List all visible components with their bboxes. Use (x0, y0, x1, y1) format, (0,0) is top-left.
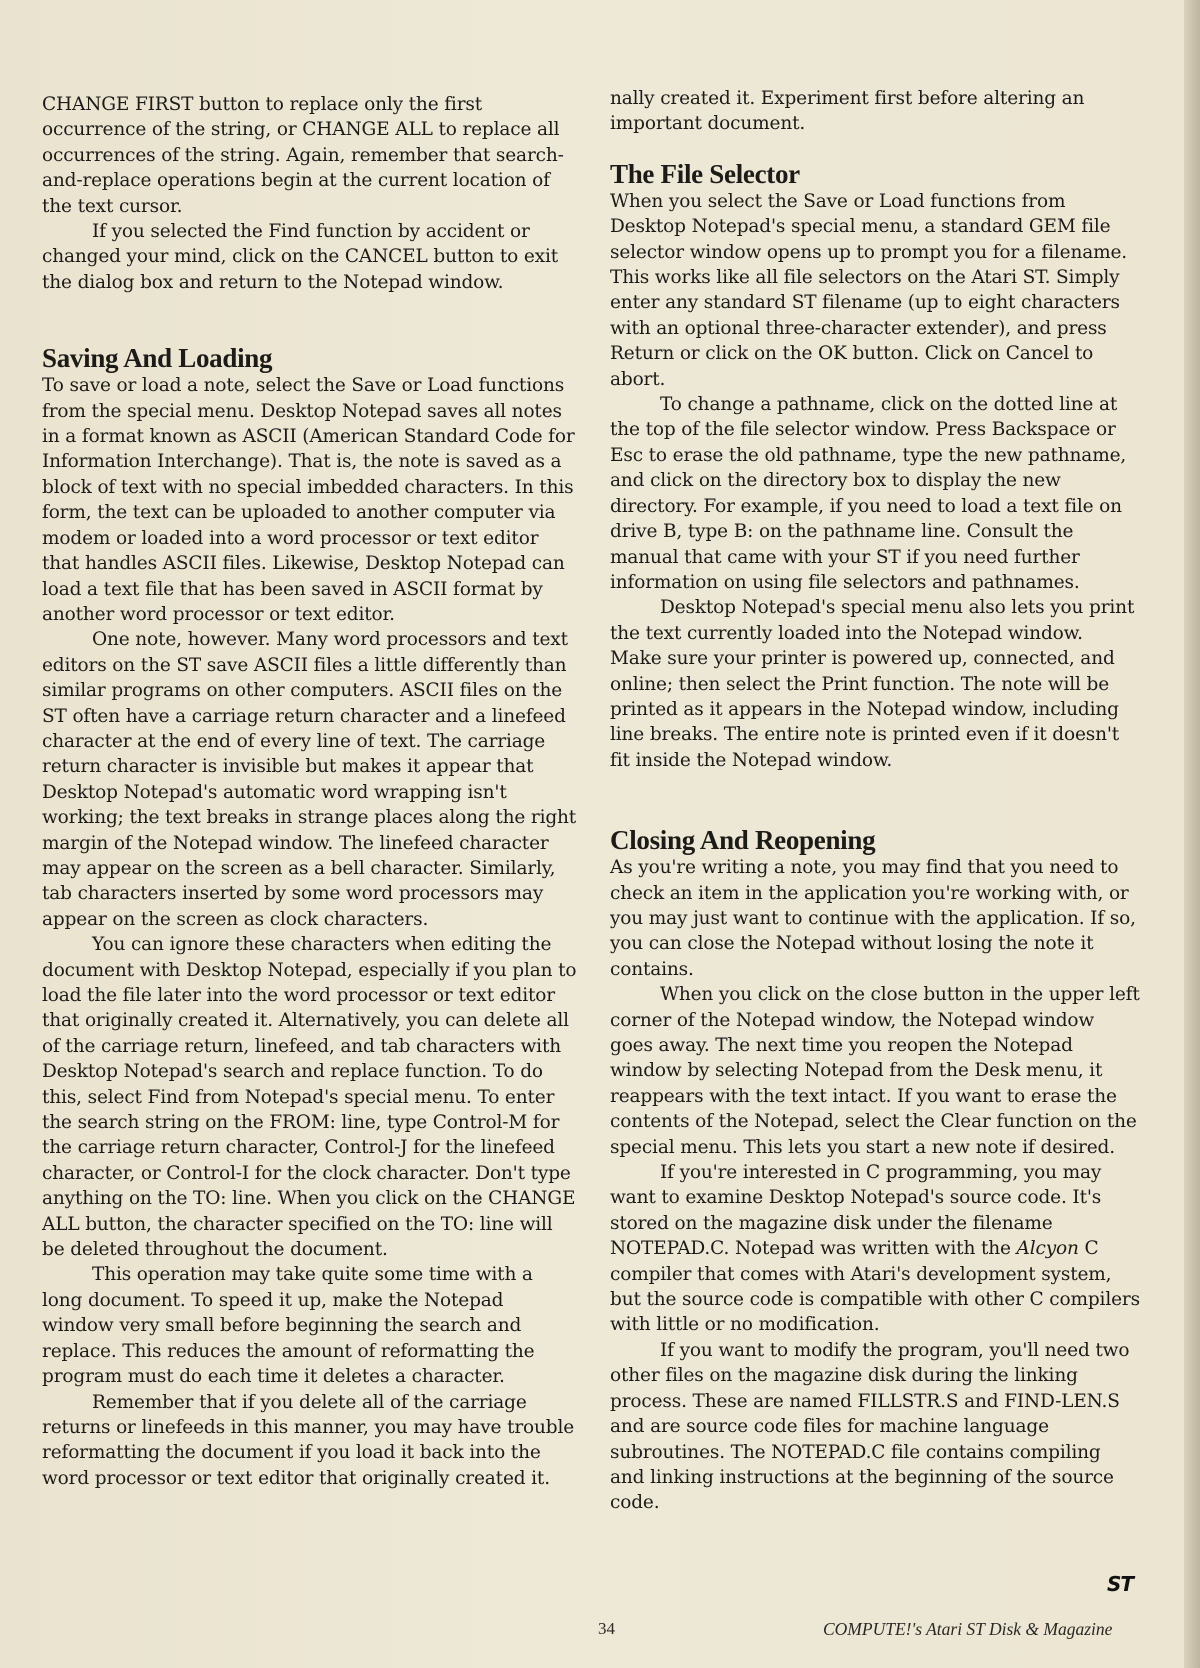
paragraph: One note, however. Many word processors and text editors on the ST save ASCII files a little differently than similar programs on other computers. ASCII files on the ST often have a carriage return character and a linefeed character at the end of every line of text. The carriage return character is invisible but makes it appear that Desktop Notepad's automatic word wrapping isn't working; the text breaks in strange places along the right margin of the Notepad window. The linefeed character may appear on the screen as a bell character. Similarly, tab characters inserted by some word processors may appear on the screen as clock characters. (42, 629, 577, 930)
page-number: 34 (598, 1619, 615, 1638)
paragraph: When you click on the close button in the upper left corner of the Notepad window, the Notepad window goes away. The next time you reopen the Notepad window by selecting Notepad from the Desk menu, it reappears with the text intact. If you want to erase the contents of the Notepad, select the Clear function on the special menu. This lets you start a new note if desired. (610, 984, 1140, 1158)
italic-product-name: Alcyon (1016, 1238, 1079, 1260)
paragraph: Desktop Notepad's special menu also lets you print the text currently loaded into the Notepad window. Make sure your printer is powered up, connected, and online; then select the Print function. The note will be printed as it appears in the Notepad window, including line breaks. The entire note is printed even if it doesn't fit inside the Notepad window. (610, 597, 1135, 771)
section-heading-saving-and-loading: Saving And Loading (42, 343, 273, 374)
paragraph: To save or load a note, select the Save or Load functions from the special menu. Desktop Notepad saves all notes in a format known as ASCII (American Standard Code for Information Interchange). That is, the note is saved as a block of text with no special imbedded characters. In this form, the text can be uploaded to another computer via modem or loaded into a word processor or text editor that handles ASCII files. Likewise, Desktop Notepad can load a text file that has been saved in ASCII format by another word processor or text editor. (42, 375, 575, 625)
left-column (42, 92, 578, 1491)
text-run: C compiler that comes with Atari's development system, but the source code is compatible with other C compilers with little or no modification. (610, 1238, 1140, 1336)
page-edge-shadow (1184, 0, 1200, 1668)
paragraph: If you selected the Find function by accident or changed your mind, click on the CANCEL button to exit the dialog box and return to the Notepad window. (42, 221, 559, 293)
section-heading-file-selector: The File Selector (610, 158, 800, 189)
paragraph: This operation may take quite some time with a long document. To speed it up, make the Notepad window very small before beginning the search and replace. This reduces the amount of reformatting the program must do each time it deletes a character. (42, 1264, 535, 1388)
paragraph: CHANGE FIRST button to replace only the first occurrence of the string, or CHANGE ALL to replace all occurrences of the string. Again, remember that search-and-replace operations begin at the current location of the text cursor. (42, 94, 564, 217)
paragraph: nally created it. Experiment first before altering an important document. (610, 88, 1085, 135)
paragraph: Remember that if you delete all of the carriage returns or linefeeds in this manner, you may have trouble reformatting the document if you load it back into the word processor or text editor that originally created it. (42, 1391, 575, 1489)
paragraph: If you want to modify the program, you'll need two other files on the magazine disk during the linking process. These are named FILLSTR.S and FIND-LEN.S and are source code files for machine language subroutines. The NOTEPAD.C file contains compiling and linking instructions at the beginning of the source code. (610, 1339, 1130, 1514)
paragraph: To change a pathname, click on the dotted line at the top of the file selector window. Press Backspace or Esc to erase the old pathname, type the new pathname, and click on the directory box to display the new directory. For example, if you need to load a text file on drive B, type B: on the pathname line. Consult the manual that came with your ST if you need further information on using file selectors and pathnames. (610, 394, 1127, 593)
paragraph: As you're writing a note, you may find that you need to check an item in the application you're working with, or you may just want to continue with the application. If so, you can close the Notepad without losing the note it contains. (610, 857, 1136, 980)
paragraph (610, 1160, 1140, 1338)
end-of-article-mark: ST (1107, 1572, 1134, 1596)
right-column (610, 86, 1140, 1516)
publication-title: COMPUTE!'s Atari ST Disk & Magazine (823, 1619, 1113, 1639)
section-heading-closing-and-reopening: Closing And Reopening (610, 825, 876, 856)
paragraph: When you select the Save or Load functions from Desktop Notepad's special menu, a standard GEM file selector window opens up to prompt you for a filename. This works like all file selectors on the Atari ST. Simply enter any standard ST filename (up to eight characters with an optional three-character extender), and press Return or click on the OK button. Click on Cancel to abort. (610, 190, 1128, 390)
text-run: If you're interested in C programming, you may want to examine Desktop Notepad's source code. It's stored on the magazine disk under the filename NOTEPAD.C. Notepad was written with the (610, 1162, 1102, 1260)
paragraph: You can ignore these characters when editing the document with Desktop Notepad, especially if you plan to load the file later into the word processor or text editor that originally created it. Alternatively, you can delete all of the carriage return, linefeed, and tab characters with Desktop Notepad's search and replace function. To do this, select Find from Notepad's special menu. To enter the search string on the FROM: line, type Control-M for the carriage return character, Control-J for the linefeed character, or Control-I for the clock character. Don't type anything on the TO: line. When you click on the CHANGE ALL button, the character specified on the TO: line will be deleted throughout the document. (42, 934, 577, 1261)
